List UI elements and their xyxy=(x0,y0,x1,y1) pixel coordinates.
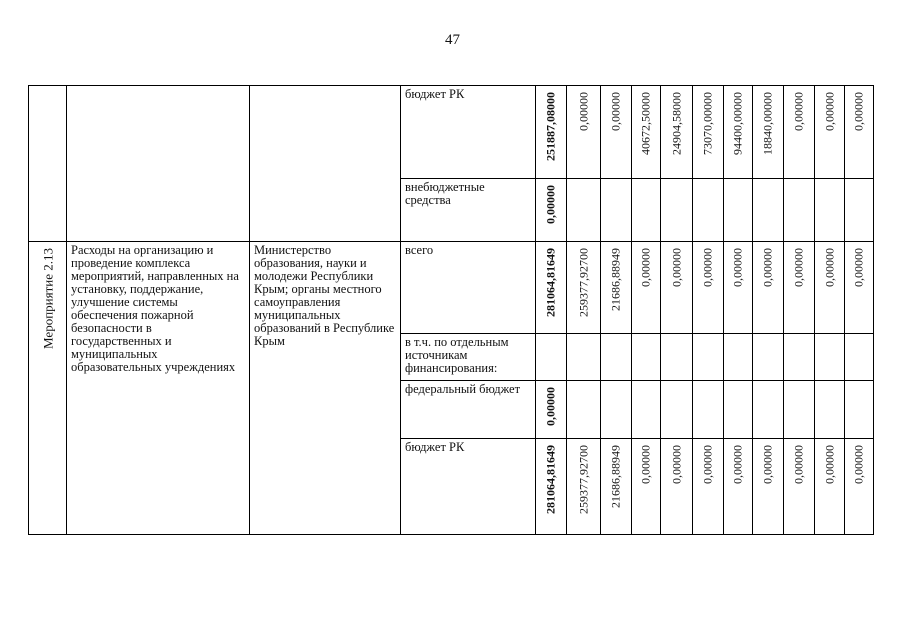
year-amount: 0,00000 xyxy=(822,444,836,484)
measure-code-cell xyxy=(29,242,67,535)
year-amount-cell xyxy=(753,334,784,381)
funding-source-cell xyxy=(401,334,536,381)
year-amount-cell xyxy=(724,381,753,438)
year-amount-cell xyxy=(784,334,815,381)
measure-description: Расходы на организацию и проведение комплекса мероприятий, направленных на установку, поддержание, улучшение системы обеспечения пожарной безопасности в государственных и муниципальных образовательных учреждениях xyxy=(71,243,239,374)
empty-executor-cell xyxy=(250,86,401,242)
year-amount-cell xyxy=(815,179,845,242)
year-amount-cell xyxy=(661,86,693,179)
empty-label-cell xyxy=(29,86,67,242)
year-amount: 0,00000 xyxy=(791,92,806,131)
year-amount: 40672,50000 xyxy=(638,92,653,155)
year-amount: 24904,58000 xyxy=(669,92,683,155)
year-amount-cell xyxy=(601,381,632,438)
page-number: 47 xyxy=(445,32,460,48)
year-amount-cell xyxy=(784,179,815,242)
year-amount: 21686,88949 xyxy=(608,444,623,508)
year-amount-cell xyxy=(815,381,845,438)
year-amount-cell xyxy=(567,86,601,179)
empty-description-cell xyxy=(67,86,250,242)
year-amount: 0,00000 xyxy=(851,248,866,287)
year-amount-cell xyxy=(845,179,874,242)
year-amount-cell xyxy=(784,242,815,334)
year-amount: 0,00000 xyxy=(669,248,683,287)
year-amount: 0,00000 xyxy=(730,248,745,287)
year-amount-cell xyxy=(845,86,874,179)
year-amount: 0,00000 xyxy=(576,92,590,131)
year-amount-cell xyxy=(724,334,753,381)
year-amount: 0,00000 xyxy=(760,248,775,287)
year-amount-cell xyxy=(661,334,693,381)
table-row xyxy=(29,242,874,334)
year-amount: 0,00000 xyxy=(791,248,806,287)
measure-code-label: Мероприятие 2.13 xyxy=(40,248,55,349)
funding-source-cell xyxy=(401,242,536,334)
total-amount: 281064,81649 xyxy=(543,444,558,514)
year-amount-cell xyxy=(753,179,784,242)
funding-source: внебюджетные средства xyxy=(405,180,485,207)
year-amount-cell xyxy=(601,242,632,334)
year-amount-cell xyxy=(753,438,784,534)
year-amount: 0,00000 xyxy=(822,248,836,287)
year-amount-cell xyxy=(632,86,661,179)
year-amount: 0,00000 xyxy=(638,444,653,484)
measure-executors: Министерство образования, науки и молодежи Республики Крым; органы местного самоуправления муниципальных образований в Республике Крым xyxy=(254,243,395,348)
measure-executors-cell xyxy=(250,242,401,535)
total-amount-cell xyxy=(536,86,567,179)
total-amount: 0,00000 xyxy=(543,387,558,427)
year-amount: 21686,88949 xyxy=(608,248,623,311)
year-amount: 94400,00000 xyxy=(730,92,745,155)
year-amount-cell xyxy=(845,438,874,534)
funding-source: всего xyxy=(405,243,434,257)
year-amount-cell xyxy=(753,381,784,438)
year-amount-cell xyxy=(815,334,845,381)
year-amount: 73070,00000 xyxy=(700,92,715,155)
year-amount: 0,00000 xyxy=(700,248,715,287)
year-amount-cell xyxy=(845,334,874,381)
year-amount-cell xyxy=(815,242,845,334)
year-amount-cell xyxy=(661,242,693,334)
year-amount: 0,00000 xyxy=(851,92,866,131)
year-amount-cell xyxy=(601,438,632,534)
year-amount-cell xyxy=(661,179,693,242)
year-amount-cell xyxy=(567,438,601,534)
year-amount-cell xyxy=(567,242,601,334)
year-amount-cell xyxy=(724,179,753,242)
total-amount: 0,00000 xyxy=(543,185,558,224)
year-amount: 0,00000 xyxy=(669,444,683,484)
total-amount: 251887,08000 xyxy=(543,92,558,161)
year-amount: 0,00000 xyxy=(760,444,775,484)
year-amount-cell xyxy=(845,242,874,334)
year-amount: 259377,92700 xyxy=(576,248,590,317)
total-amount-cell xyxy=(536,242,567,334)
year-amount: 259377,92700 xyxy=(576,444,590,514)
year-amount-cell xyxy=(784,86,815,179)
year-amount-cell xyxy=(567,381,601,438)
funding-source: бюджет РК xyxy=(405,439,465,454)
year-amount-cell xyxy=(632,334,661,381)
year-amount-cell xyxy=(753,86,784,179)
total-amount-cell xyxy=(536,381,567,438)
year-amount-cell xyxy=(845,381,874,438)
budget-table xyxy=(28,85,874,535)
year-amount: 0,00000 xyxy=(851,444,866,484)
year-amount-cell xyxy=(601,334,632,381)
year-amount: 0,00000 xyxy=(730,444,745,484)
year-amount-cell xyxy=(632,381,661,438)
year-amount-cell xyxy=(724,242,753,334)
funding-source: в т.ч. по отдельным источникам финансирования: xyxy=(405,335,509,376)
total-amount-cell xyxy=(536,334,567,381)
funding-source: бюджет РК xyxy=(405,87,465,101)
year-amount-cell xyxy=(693,438,724,534)
year-amount-cell xyxy=(815,438,845,534)
year-amount-cell xyxy=(632,242,661,334)
year-amount-cell xyxy=(601,86,632,179)
year-amount-cell xyxy=(567,179,601,242)
year-amount-cell xyxy=(661,438,693,534)
year-amount-cell xyxy=(693,179,724,242)
year-amount-cell xyxy=(753,242,784,334)
year-amount: 0,00000 xyxy=(700,444,715,484)
year-amount-cell xyxy=(567,334,601,381)
year-amount-cell xyxy=(632,438,661,534)
year-amount-cell xyxy=(784,381,815,438)
year-amount-cell xyxy=(784,438,815,534)
measure-description-cell xyxy=(67,242,250,535)
year-amount: 0,00000 xyxy=(638,248,653,287)
year-amount-cell xyxy=(693,334,724,381)
year-amount-cell xyxy=(661,381,693,438)
year-amount-cell xyxy=(693,381,724,438)
year-amount-cell xyxy=(693,242,724,334)
year-amount-cell xyxy=(632,179,661,242)
table-row xyxy=(29,86,874,179)
year-amount-cell xyxy=(724,86,753,179)
year-amount-cell xyxy=(724,438,753,534)
total-amount: 281064,81649 xyxy=(543,248,558,317)
budget-table-container xyxy=(28,85,874,535)
year-amount-cell xyxy=(815,86,845,179)
year-amount: 0,00000 xyxy=(791,444,806,484)
year-amount-cell xyxy=(693,86,724,179)
year-amount: 18840,00000 xyxy=(760,92,775,155)
funding-source-cell xyxy=(401,438,536,534)
total-amount-cell xyxy=(536,179,567,242)
total-amount-cell xyxy=(536,438,567,534)
funding-source: федеральный бюджет xyxy=(405,382,521,397)
year-amount-cell xyxy=(601,179,632,242)
funding-source-cell xyxy=(401,381,536,438)
year-amount: 0,00000 xyxy=(608,92,623,131)
funding-source-cell xyxy=(401,86,536,179)
year-amount: 0,00000 xyxy=(822,92,836,131)
funding-source-cell xyxy=(401,179,536,242)
